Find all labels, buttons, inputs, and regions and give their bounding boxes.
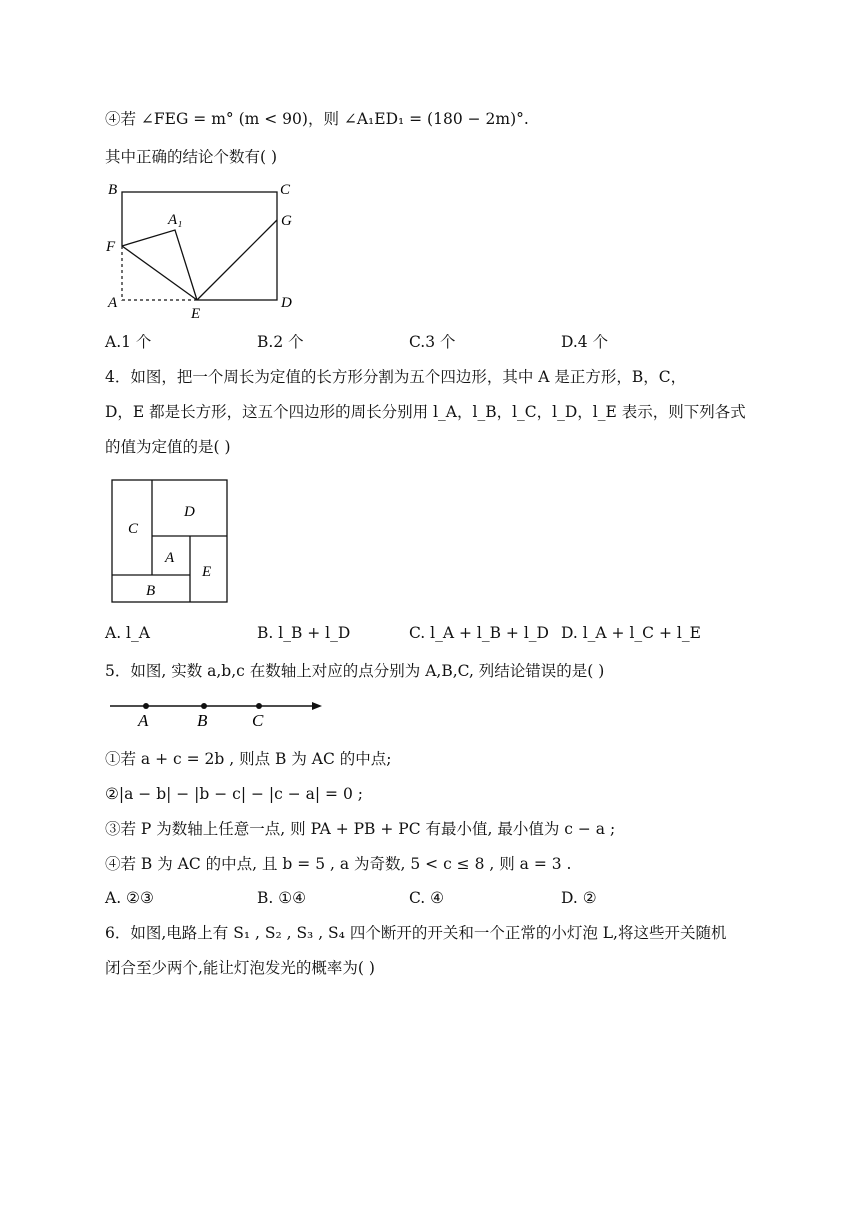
q5-statement-4: ④若 B 为 AC 的中点, 且 b = 5 , a 为奇数, 5 < c ≤ 8 , 则 a = 3 .: [105, 855, 572, 873]
q3-label-f: F: [106, 239, 116, 255]
q3-option-b: B.2 个: [257, 333, 304, 351]
q5-statement-3: ③若 P 为数轴上任意一点, 则 PA + PB + PC 有最小值, 最小值为 c − a ;: [105, 820, 616, 838]
q4-label-a: A: [165, 550, 175, 566]
q3-option-c: C.3 个: [409, 333, 456, 351]
q5-label-c: C: [252, 711, 264, 730]
q5-option-a: A. ②③: [105, 889, 154, 907]
q3-label-g: G: [281, 213, 292, 229]
q4-line-2: D，E 都是长方形，这五个四边形的周长分别用 l_A，l_B，l_C，l_D，l_E 表示，则下列各式: [105, 403, 746, 421]
q5-point-b: [201, 703, 207, 709]
q3-line-eg: [197, 220, 277, 300]
q3-rectangle: [122, 192, 277, 300]
q4-outer-rectangle: [112, 480, 227, 602]
q3-fold-fa1e: [122, 230, 197, 300]
q4-label-b: B: [146, 583, 156, 599]
q5-point-a: [143, 703, 149, 709]
q3-figure: [100, 178, 300, 323]
q4-line-1: 4．如图，把一个周长为定值的长方形分割为五个四边形，其中 A 是正方形，B，C，: [105, 368, 687, 386]
q4-option-d: D. l_A + l_C + l_E: [561, 624, 701, 642]
q3-label-a1: A₁: [168, 212, 183, 228]
q4-figure: [110, 478, 232, 606]
q5-option-d: D. ②: [561, 889, 597, 907]
q3-statement-4: ④若 ∠FEG = m° (m < 90)，则 ∠A₁ED₁ = (180 − 2m)°.: [105, 110, 529, 128]
q5-arrow-icon: [312, 702, 322, 710]
q3-option-a: A.1 个: [105, 333, 152, 351]
q5-option-c: C. ④: [409, 889, 445, 907]
q4-label-c: C: [128, 521, 139, 537]
q3-option-d: D.4 个: [561, 333, 609, 351]
q5-line-1: 5．如图, 实数 a,b,c 在数轴上对应的点分别为 A,B,C, 列结论错误的是( ): [105, 662, 605, 680]
q5-label-b: B: [197, 711, 208, 730]
q3-question: 其中正确的结论个数有( ): [105, 148, 278, 166]
q4-line-3: 的值为定值的是( ): [105, 438, 231, 456]
q3-label-e: E: [191, 306, 201, 322]
q3-label-b: B: [108, 182, 118, 198]
q3-line-fe: [122, 246, 197, 300]
q5-option-b: B. ①④: [257, 889, 307, 907]
q3-label-a: A: [108, 295, 118, 311]
q4-option-b: B. l_B + l_D: [257, 624, 351, 642]
q4-option-a: A. l_A: [105, 624, 150, 642]
q5-label-a: A: [138, 711, 149, 730]
q6-line-1: 6．如图,电路上有 S₁ , S₂ , S₃ , S₄ 四个断开的开关和一个正常的小灯泡 L,将这些开关随机: [105, 924, 727, 942]
q5-point-c: [256, 703, 262, 709]
q4-label-e: E: [202, 564, 212, 580]
q5-statement-2: ②|a − b| − |b − c| − |c − a| = 0 ;: [105, 785, 363, 803]
q4-label-d: D: [184, 504, 195, 520]
q5-number-line: [108, 694, 328, 730]
q4-option-c: C. l_A + l_B + l_D: [409, 624, 549, 642]
q5-statement-1: ①若 a + c = 2b , 则点 B 为 AC 的中点;: [105, 750, 392, 768]
q3-label-c: C: [280, 182, 291, 198]
q3-label-d: D: [281, 295, 292, 311]
q6-line-2: 闭合至少两个,能让灯泡发光的概率为( ): [105, 959, 375, 977]
